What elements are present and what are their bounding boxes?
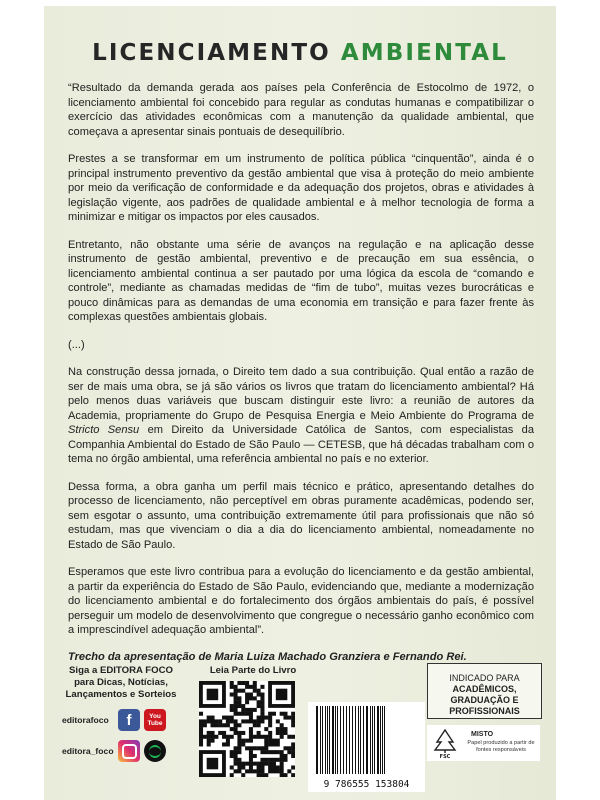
facebook-icon[interactable] <box>118 709 140 731</box>
fsc-seal <box>427 725 540 761</box>
paragraph-5-after: em Direito da Universidade Católica de Santos, com especialistas da Companhia Ambiental do Estado de São Paulo — CETESB, que há décadas trabalham com o tema no órgão ambiental, uma referência ambiental no país e no exterior. <box>68 424 534 465</box>
paragraph-5-before: Na construção dessa jornada, o Direito tem dado a sua contribuição. Qual então a razão de ser de mais uma obra, se já são vários os livros que tratam do licenciamento ambiental? Há pelo menos duas variáveis que buscam distinguir este livro: a reunião de autores da Academia, propriamente do Grupo de Pesquisa Energia e Meio Ambiente do Programa de <box>68 366 534 422</box>
fsc-description: Papel produzido a partir de fontes responsáveis <box>467 740 535 753</box>
paragraph-3: Entretanto, não obstante uma série de avanços na regulação e na aplicação desse instrumento de gestão ambiental, preventivo e de precaução em sua essência, o licenciamento ambiental continua a ser pautado por uma lógica da escola de “comando e controle”, mediante as chamadas medidas de “fim de tubo”, muitas vezes burocráticas e pouco dinâmicas para as demandas de uma economia em transição e para fazer frente às complexas questões ambientais globais. <box>68 238 534 323</box>
paragraph-5 <box>68 365 534 467</box>
social-handle-2: editora_foco <box>62 746 114 756</box>
paragraph-2: Prestes a se transformar em um instrumento de política pública “cinquentão”, ainda é o principal instrumento preventivo da gestão ambiental que visa à proteção do meio ambiente por meio da verificação de conformidade e da adequação dos projetos, obras e atividades à legislação vigente, aos padrões de qualidade ambiental e à melhor tecnologia de forma a minimizar e mitigar os impactos por eles causados. <box>68 153 534 223</box>
paragraph-ellipsis: (...) <box>68 338 85 351</box>
title-part1: LICENCIAMENTO <box>92 40 331 66</box>
blurb-text <box>68 81 534 677</box>
audience-box <box>427 663 542 719</box>
back-cover <box>44 6 556 800</box>
qr-label: Leia Parte do Livro <box>209 665 297 676</box>
instagram-icon[interactable] <box>118 740 140 762</box>
youtube-bottom: Tube <box>147 720 163 727</box>
audience-line-3: GRADUAÇÃO E <box>450 695 519 705</box>
fsc-tree-icon <box>431 728 459 758</box>
paragraph-5-italic: Stricto Sensu <box>68 424 140 436</box>
fsc-logo-text: FSC <box>439 754 451 758</box>
social-title-line-3: Lançamentos e Sorteios <box>65 689 177 700</box>
book-title <box>44 40 556 66</box>
signature: Trecho da apresentação de Maria Luiza Machado Granziera e Fernando Rei. <box>68 650 467 663</box>
paragraph-7: Esperamos que este livro contribua para a evolução do licenciamento e da gestão ambiental, a partir da experiência do Estado de São Paulo, evidenciando que, mediante a modernização do licenciamento ambiental e do fortalecimento dos órgãos ambientais do país, é possível perseguir um modelo de desenvolvimento que congregue o necessário ganho econômico com a imprescindível adequação ambiental”. <box>68 566 534 636</box>
paragraph-6: Dessa forma, a obra ganha um perfil mais técnico e prático, apresentando detalhes do processo de licenciamento, não perceptível em obras puramente acadêmicas, podendo ser, sem esgotar o assunto, uma contribuição extremamente útil para profissionais que não só estudam, mas que vivenciam o dia a dia do licenciamento ambiental, nomeadamente no Estado de São Paulo. <box>68 480 534 551</box>
isbn-number: 9 786555 153804 <box>323 779 410 790</box>
audience-line-4: PROFISSIONAIS <box>449 706 520 716</box>
paragraph-1: “Resultado da demanda gerada aos países pela Conferência de Estocolmo de 1972, o licenciamento ambiental foi concebido para regular as condutas humanas e compatibilizar o exercício das atividades econômicas com a manutenção da qualidade ambiental, que começava a apresentar sinais pontuais de desequilíbrio. <box>68 82 534 138</box>
audience-line-1: INDICADO PARA <box>449 673 520 683</box>
fsc-label: MISTO <box>471 731 494 738</box>
social-title-line-2: para Dicas, Notícias, <box>74 677 168 688</box>
qr-code[interactable] <box>199 681 295 777</box>
title-part2: AMBIENTAL <box>340 40 508 66</box>
isbn-barcode <box>308 702 425 792</box>
social-handle-1: editorafoco <box>62 715 109 725</box>
social-row-2 <box>62 739 170 763</box>
social-title <box>62 665 180 701</box>
audience-line-2: ACADÊMICOS, <box>452 684 517 694</box>
facebook-glyph: f <box>126 711 132 729</box>
social-title-line-1: Siga a EDITORA FOCO <box>69 665 173 676</box>
spotify-icon[interactable] <box>144 740 166 762</box>
youtube-icon[interactable] <box>144 709 166 731</box>
social-row-1 <box>62 708 170 732</box>
youtube-top: You <box>149 713 161 720</box>
